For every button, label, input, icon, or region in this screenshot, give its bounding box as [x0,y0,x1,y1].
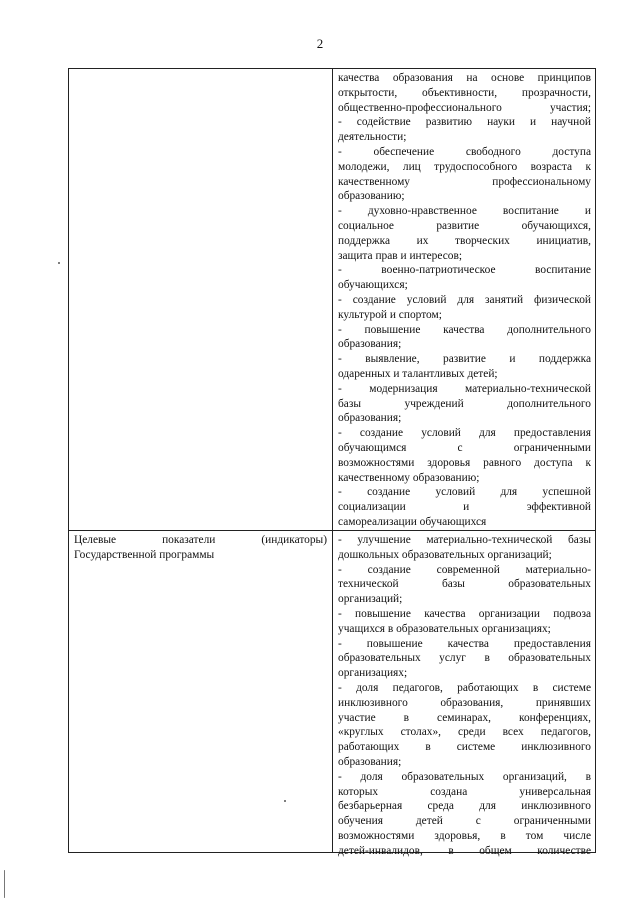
text-line: обучающихся; [338,279,408,292]
text-line: образования; [338,338,402,351]
text-line: - доля образовательных организаций, в [338,770,591,783]
text-line: технической базы образовательных [338,578,591,591]
scan-edge-mark [4,870,5,898]
text-line: - создание условий для занятий физической [338,293,591,306]
text-line: - повышение качества дополнительного [338,323,591,336]
text-line: «круглых столах», среди всех педагогов, [338,726,591,739]
text-line: открытости, объективности, прозрачности, [338,86,591,99]
text-line: - повышение качества организации подвоза [338,607,591,620]
text-line: - создание условий для успешной [338,486,591,499]
program-table [68,68,596,857]
scan-speck [284,800,286,802]
page-number: 2 [316,36,324,51]
text-line: образования; [338,755,402,768]
text-line: учащихся в образовательных организациях; [338,622,551,635]
text-line: - доля педагогов, работающих в системе [338,681,591,694]
row1-label-cell [69,69,332,530]
text-line: качественному образованию; [338,471,480,484]
row2-label-cell [69,531,332,852]
text-line: которых создана универсальная [338,785,591,798]
text-line: качества образования на основе принципов [338,72,591,84]
text-line: базы учреждений дополнительного [338,397,591,410]
text-line: участие в семинарах, конференциях, [338,711,591,724]
text-line: качественному профессиональному [338,175,591,188]
text-line: одаренных и талантливых детей; [338,367,498,380]
text-line: - обеспечение свободного доступа [338,145,591,158]
text-line: - содействие развитию науки и научной [338,116,591,129]
text-line: дошкольных образовательных организаций; [338,548,552,561]
row1-content-cell [332,69,595,530]
text-line: - повышение качества предоставления [338,637,591,650]
text-line: социальное развитие обучающихся, [338,219,591,232]
text-line: культурой и спортом; [338,308,442,321]
text-line: возможностями здоровья, в том числе [338,829,591,842]
text-line: - духовно-нравственное воспитание и [338,205,591,218]
row2-content-cell [332,531,595,857]
text-line: - военно-патриотическое воспитание [338,264,591,277]
text-line: Государственной программы [74,548,215,561]
table-row-indicators [69,530,595,857]
text-line: организаций; [338,593,403,606]
text-line: деятельности; [338,131,407,144]
text-line: образованию; [338,190,405,203]
text-line: инклюзивного образования, принявших [338,696,591,709]
text-line: - улучшение материально-технической базы [338,534,591,546]
text-line: - создание условий для предоставления [338,427,591,440]
text-line: работающих в системе инклюзивного [338,741,591,754]
scan-speck [58,262,60,264]
text-line: - выявление, развитие и поддержка [338,353,591,366]
text-line: обучающимся с ограниченными [338,441,591,454]
text-line: поддержка их творческих инициатив, [338,234,591,247]
text-line: организациях; [338,667,408,680]
text-line: общественно-профессионального участия; [338,101,591,114]
text-line: - модернизация материально-технической [338,382,591,395]
table-row-goals [69,69,595,530]
text-line: самореализации обучающихся [338,515,487,528]
text-line: детей-инвалидов, в общем количестве [338,844,591,857]
text-line: социализации и эффективной [338,501,591,514]
text-line: - создание современной материально- [338,563,591,576]
text-line: обучения детей с ограниченными [338,815,591,828]
text-line: безбарьерная среда для инклюзивного [338,800,591,813]
text-line: образовательных услуг в образовательных [338,652,591,665]
text-line: защита прав и интересов; [338,249,463,262]
text-line: молодежи, лиц трудоспособного возраста к [338,160,591,173]
text-line: возможностями здоровья равного доступа к [338,456,591,469]
text-line: образования; [338,412,402,425]
text-line: Целевые показатели (индикаторы) [74,534,327,546]
